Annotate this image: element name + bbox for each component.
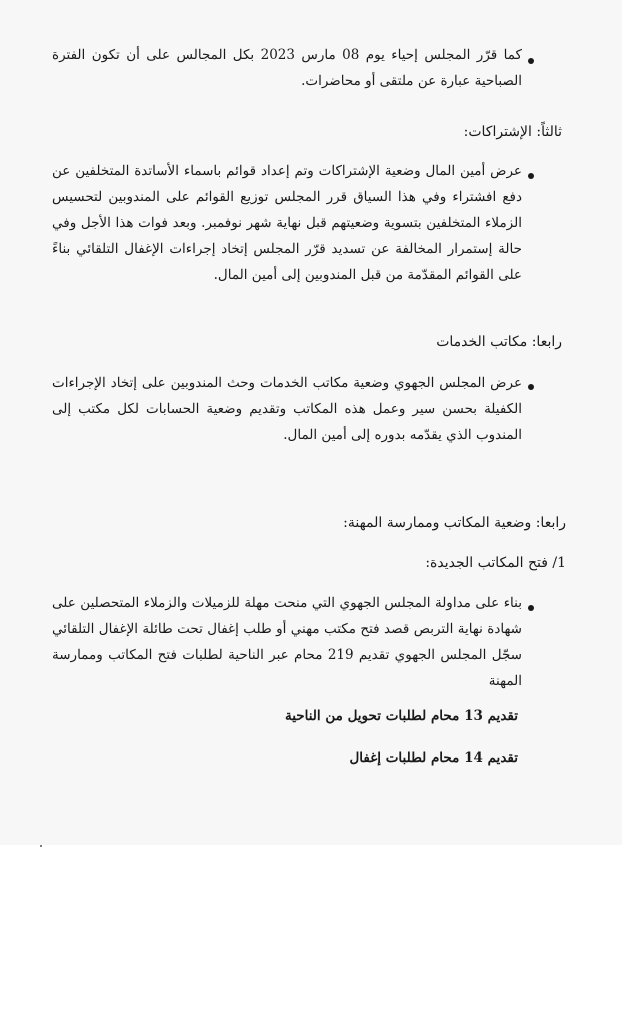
line-omission-requests: تقديم 14 محام لطلبات إغفال	[349, 750, 518, 766]
scan-speck	[40, 845, 42, 847]
bullet-icon	[528, 384, 534, 390]
blank-area	[0, 845, 622, 1024]
line-transfer-requests: تقديم 13 محام لطلبات تحويل من الناحية	[284, 708, 518, 724]
paragraph-new-offices: بناء على مداولة المجلس الجهوي التي منحت مهلة للزميلات والزملاء المتحصلين على شهادة نهاية التربص قصد فتح مكتب مهني أو طلب إغفال تحت طائلة الإغفال التلقائي سجّل المجلس الجهوي تقديم 219 محام عبر الناحية لطلبات فتح المكاتب وممارسة المهنة	[52, 595, 522, 689]
paragraph-womens-day: كما قرّر المجلس إحياء يوم 08 مارس 2023 بكل المجالس على أن تكون الفترة الصباحية عبارة عن ملتقى أو محاضرات.	[52, 47, 522, 89]
heading-subscriptions: ثالثاً: الإشتراكات:	[463, 124, 562, 140]
bullet-icon	[528, 58, 534, 64]
subheading-new-offices: 1/ فتح المكاتب الجديدة:	[425, 555, 566, 571]
bullet-icon	[528, 605, 534, 611]
paragraph-service-offices: عرض المجلس الجهوي وضعية مكاتب الخدمات وحث المندوبين على إتخاد الإجراءات الكفيلة بحسن سير وعمل هذه المكاتب وتقديم وضعية الحسابات لكل مكتب إلى المندوب الذي يقدّمه بدوره إلى أمين المال.	[52, 375, 522, 443]
heading-service-offices: رابعا: مكاتب الخدمات	[436, 334, 562, 350]
bullet-icon	[528, 173, 534, 179]
paragraph-subscriptions: عرض أمين المال وضعية الإشتراكات وتم إعداد قوائم باسماء الأساتدة المتخلفين عن دفع افشتراء وفي هذا السياق قرر المجلس توزيع القوائم على المندوبين لتحسيس الزملاء المتخلفين بتسوية وضعيتهم قبل نهاية شهر نوفمبر. وبعد فوات هذا الأجل وفي حالة إستمرار المخالفة عن تسديد قرّر المجلس إتخاد إجراءات الإغفال التلقائي بناءً على القوائم المقدّمة من قبل المندوبين إلى أمين المال.	[52, 163, 522, 283]
heading-offices-practice: رابعا: وضعية المكاتب وممارسة المهنة:	[343, 515, 566, 531]
